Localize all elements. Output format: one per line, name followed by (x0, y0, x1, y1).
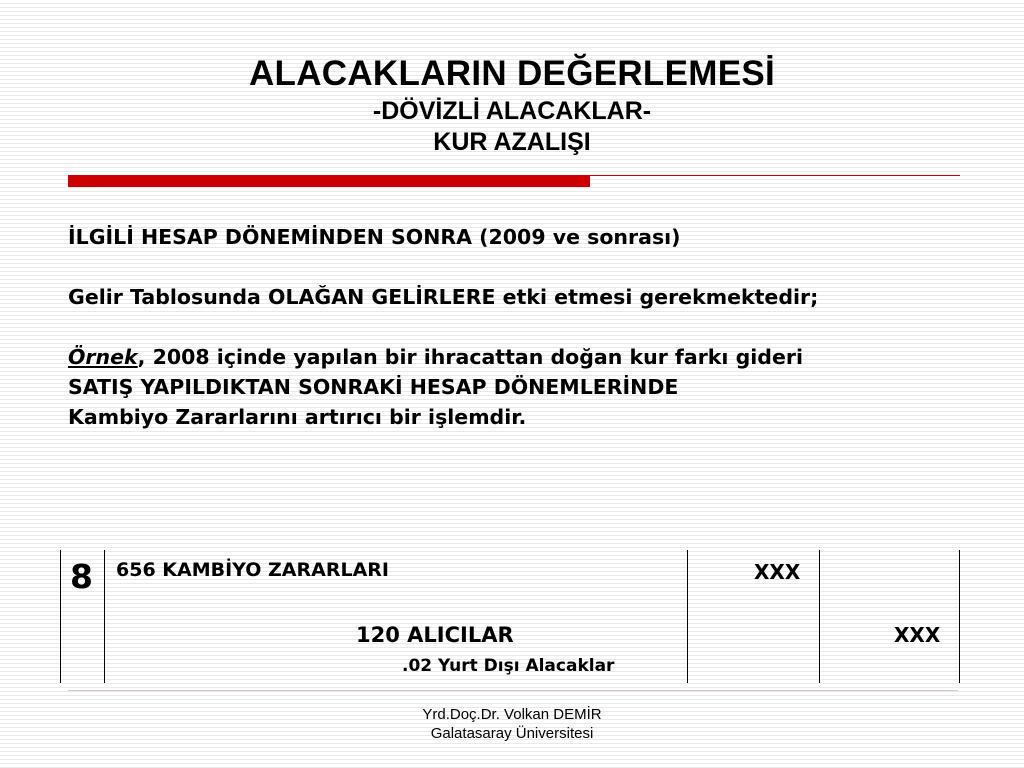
credit-amount: XXX (894, 623, 941, 647)
accent-bar (68, 175, 590, 187)
body-text (68, 222, 1018, 432)
journal-border-left (60, 550, 61, 683)
text-line-income: Gelir Tablosunda OLAĞAN GELİRLERE etki etmesi gerekmektedir; (68, 285, 819, 309)
journal-entry-number: 8 (70, 557, 93, 596)
debit-amount: XXX (754, 560, 801, 584)
text-line-sales: SATIŞ YAPILDIKTAN SONRAKİ HESAP DÖNEMLERİNDE (68, 375, 679, 399)
journal-border-right (959, 550, 960, 683)
journal-divider-credit (819, 550, 820, 683)
text-line-period: İLGİLİ HESAP DÖNEMİNDEN SONRA (2009 ve sonrası) (68, 225, 681, 249)
journal-entry (60, 550, 960, 683)
example-comma: , (137, 345, 146, 369)
example-text: 2008 içinde yapılan bir ihracattan doğan kur farkı gideri (145, 345, 804, 369)
page-subtitle-2: KUR AZALIŞI (433, 128, 591, 156)
debit-account: 656 KAMBİYO ZARARLARI (116, 559, 389, 581)
example-line (68, 342, 1018, 372)
footer (0, 705, 1024, 743)
journal-divider-debit (687, 550, 688, 683)
credit-subaccount: .02 Yurt Dışı Alacaklar (402, 656, 615, 676)
page-title: ALACAKLARIN DEĞERLEMESİ (248, 54, 776, 93)
footer-author: Yrd.Doç.Dr. Volkan DEMİR (422, 706, 602, 723)
journal-divider-number (104, 550, 105, 683)
footer-institution: Galatasaray Üniversitesi (430, 725, 594, 742)
page-subtitle: -DÖVİZLİ ALACAKLAR- (372, 97, 652, 125)
credit-account: 120 ALICILAR (356, 623, 514, 647)
title-block (0, 52, 1024, 158)
footer-divider (68, 690, 958, 691)
text-line-loss: Kambiyo Zararlarını artırıcı bir işlemdir. (68, 405, 527, 429)
accent-line (590, 175, 960, 176)
example-label: Örnek (68, 345, 138, 369)
